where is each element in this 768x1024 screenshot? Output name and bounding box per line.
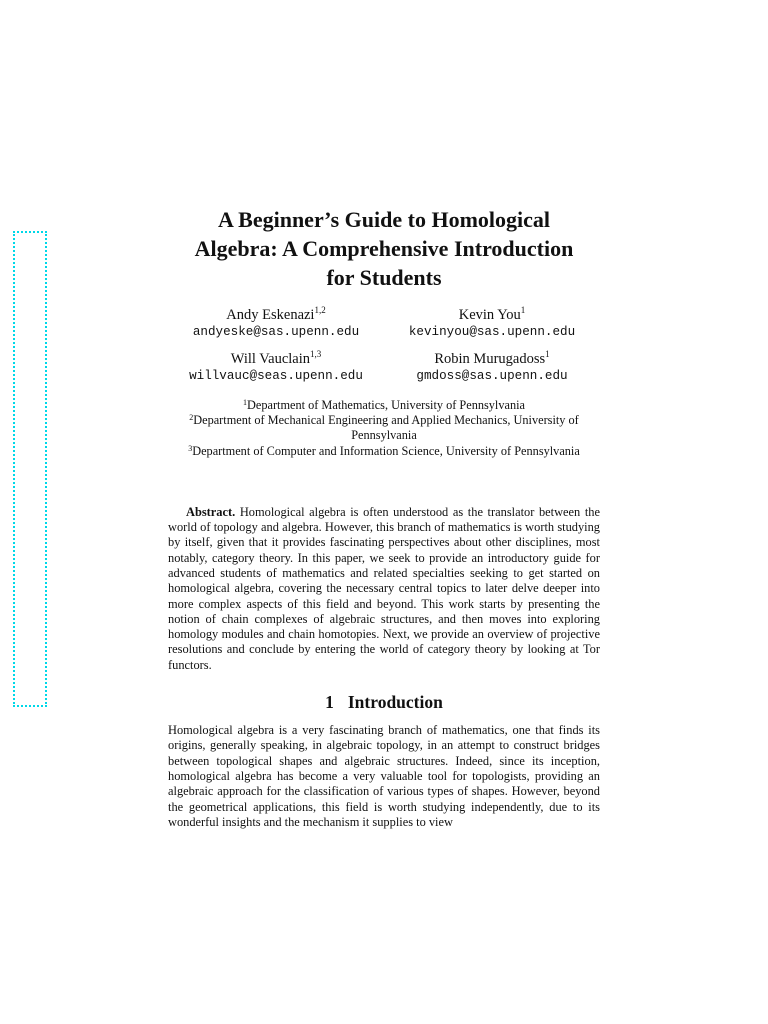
author-name: [384, 350, 600, 368]
abstract-text: Homological algebra is often understood as the translator between the world of topology and algebra. However, this branch of mathematics is worth studying by itself, given that it provides fascinating perspectives about other disciplines, most notably, category theory. In this paper, we seek to provide an introductory guide for advanced students of mathematics and related specialties seeking to get started on homological algebra, covering the necessary central topics to later delve deeper into more complex aspects of this field and beyond. This work starts by presenting the notion of chain complexes of algebraic structures, and then moves into exploring homology modules and chain homotopies. Next, we provide an overview of projective resolutions and conclude by entering the world of category theory by looking at Tor functors.: [168, 504, 600, 672]
title-line: Algebra: A Comprehensive Introduction: [194, 236, 574, 261]
title-line: A Beginner’s Guide to Homological: [217, 207, 551, 232]
author-affiliation-marker: 1: [520, 305, 526, 315]
affiliation-text: Department of Computer and Information Science, University of Pennsylvania: [192, 443, 580, 458]
author-affiliation-marker: 1,2: [314, 305, 326, 315]
paper-title: [168, 205, 600, 292]
author-name-text: Robin Murugadoss: [434, 351, 546, 367]
author-email: andyeske@sas.upenn.edu: [192, 325, 360, 339]
author-name: [168, 350, 384, 368]
affiliation: [168, 444, 600, 459]
affiliation-text: Department of Mathematics, University of Pennsylvania: [247, 398, 525, 412]
arxiv-identifier-box: [13, 231, 47, 707]
affiliation: [168, 413, 600, 443]
author-block: [384, 350, 600, 385]
author-email: kevinyou@sas.upenn.edu: [408, 325, 576, 339]
title-line: for Students: [326, 265, 442, 290]
paper-page: [168, 205, 600, 830]
author-name-text: Will Vauclain: [230, 351, 311, 367]
section-title: Introduction: [347, 692, 443, 713]
abstract-label: Abstract.: [186, 504, 236, 519]
author-email: gmdoss@sas.upenn.edu: [416, 369, 568, 383]
intro-paragraph: Homological algebra is a very fascinating branch of mathematics, one that finds its origins, generally speaking, in algebraic topology, in an attempt to construct bridges between topological shapes and algebraic structures. Indeed, since its inception, homological algebra has become a very valuable tool for topologists, providing an algebraic approach for the classification of various types of shapes. However, beyond the geometrical applications, this field is worth studying independently, due to its wonderful insights and the mechanism it supplies to view: [168, 723, 600, 829]
affiliation-marker: 1: [243, 398, 247, 407]
author-block: [168, 350, 384, 385]
author-block: [168, 306, 384, 341]
author-name: [384, 306, 600, 324]
author-name-text: Andy Eskenazi: [226, 307, 315, 323]
affiliation-marker: 2: [189, 413, 194, 423]
section-heading: [168, 691, 600, 713]
affiliation-list: [168, 398, 600, 459]
author-name: [168, 306, 384, 324]
author-block: [384, 306, 600, 341]
author-affiliation-marker: 1,3: [310, 349, 322, 359]
author-name-text: Kevin You: [458, 307, 521, 323]
affiliation-text: Department of Mechanical Engineering and Applied Mechanics, University of Pennsylvania: [193, 413, 579, 443]
abstract: [168, 505, 600, 673]
section-number: 1: [325, 692, 334, 713]
author-affiliation-marker: 1: [545, 349, 550, 359]
affiliation: [168, 398, 600, 413]
affiliation-marker: 3: [188, 443, 193, 453]
author-list: [168, 306, 600, 385]
author-email: willvauc@seas.upenn.edu: [189, 369, 363, 383]
